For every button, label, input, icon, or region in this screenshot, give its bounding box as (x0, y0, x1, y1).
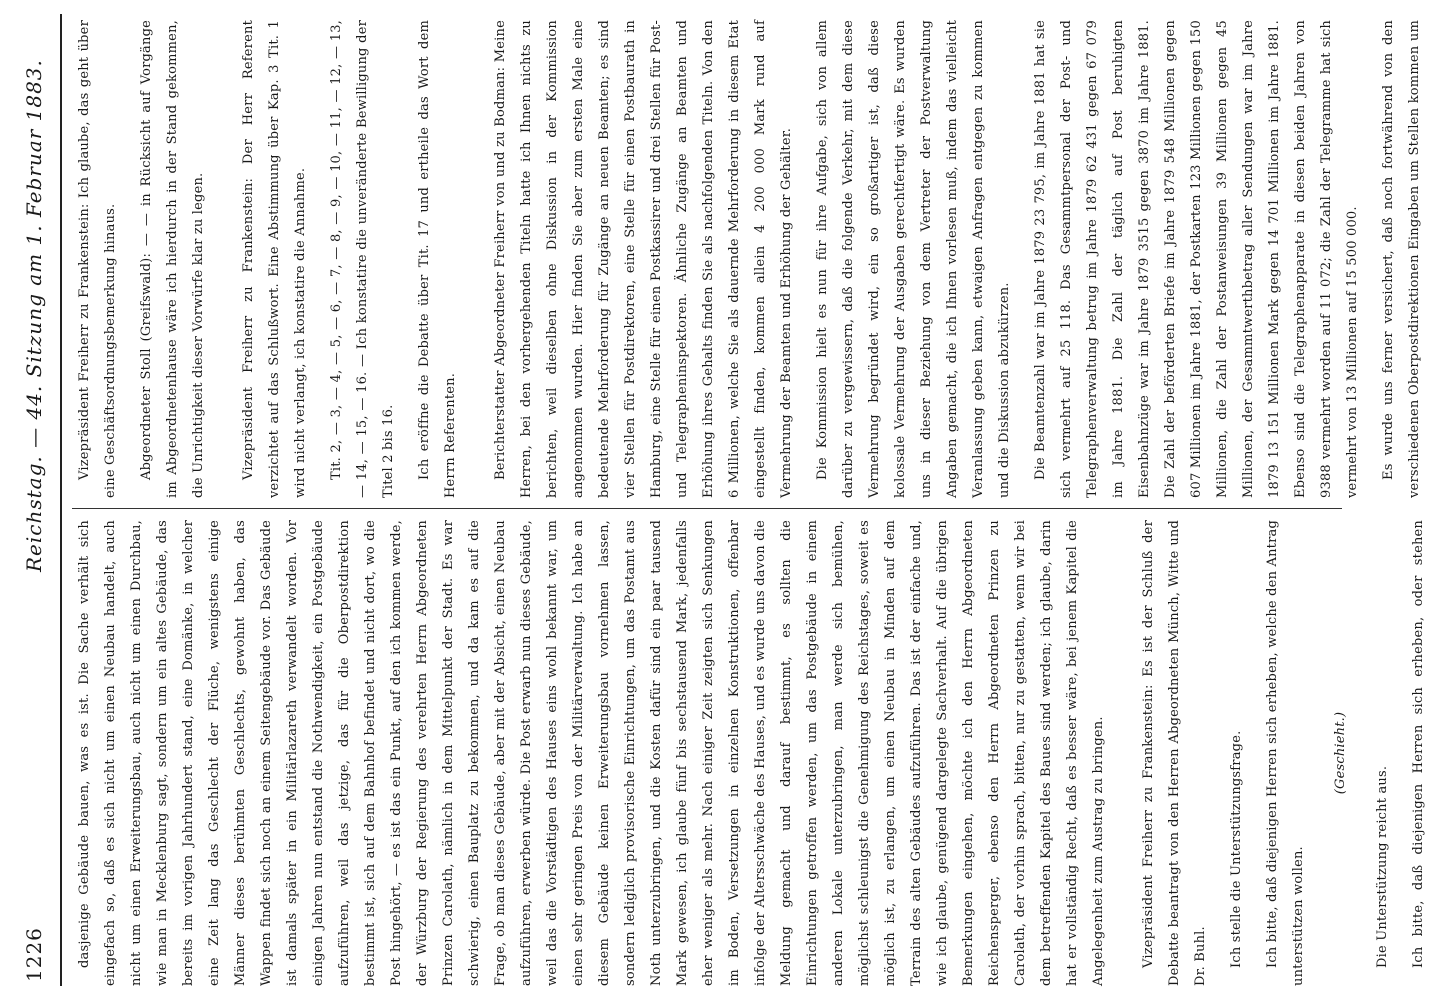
paragraph: Tit. 2, — 3, — 4, — 5, — 6, — 7, — 8, — 9, — 10, — 11, — 12, — 13, — 14, — 15, — 16. — Ich konstatire die unveränderte Bewilligung der Titel 2 bis 16. (329, 20, 396, 498)
paragraph: dasjenige Gebäude bauen, was es ist. Die Sache verhält sich eingefach so, daß es sich nicht um einen Neubau handelt, auch nicht um einen Erweiterungsbau, auch nicht um einen Durchbau, wie man in Mecklenburg sagt, sondern um ein altes Gebäude, das bereits im vorigen Jahrhundert stand, eine Domänke, in welcher eine Zeit lang das Geschlecht der Flüche, wenigstens einige Männer dieses berühmten Geschlechts, gewohnt haben, das Wappen findet sich noch an einem Seitengebäude vor. Das Gebäude ist damals später in ein Militärlazareth verwandelt worden. Vor einigen Jahren nun entstand die Nothwendigkeit, ein Postgebäude aufzuführen, weil das jetzige, das für die Oberpostdirektion bestimmt ist, sich auf dem Bahnhof befindet und nicht dort, wo die Post hingehört, — es ist das ein Punkt, auf den ich kommen werde, der Würzburg der Regierung des verehrten Herrn Abgeordneten Prinzen Carolath, nämlich in dem Mittelpunkt der Stadt. Es war schwierig, einen Bauplatz zu bekommen, und da kam es auf die Frage, ob man dieses Gebäude, aber mit der Absicht, einen Neubau aufzuführen, erwerben würde. Die Post erwarb nun dieses Gebäude, weil das die Vorstädtigen des Hauses eins wohl bekannt war, um einen sehr geringen Preis von der Militärverwaltung. Ich habe an diesem Gebäude keinen Erweiterungsbau vornehmen lassen, sondern lediglich provisorische Einrichtungen, um das Postamt aus Noth unterzubringen, und die Kosten dafür sind ein paar tausend Mark gewesen, ich glaube fünf bis sechstausend Mark, jedenfalls eher weniger als mehr. Nach einiger Zeit zeigten sich Senkungen im Boden, Versetzungen in einzelnen Konstruktionen, offenbar infolge der Altersschwäche des Hauses, und es wurde uns davon die Meldung gemacht und darauf bestimmt, es sollten die Einrichtungen getroffen werden, um das Postgebäude in einem anderen Lokale unterzubringen, man werde sich bemühen, möglichst schleunigst die Genehmigung des Reichstages, soweit es möglich ist, zu erlangen, um einen Neubau in Minden auf dem Terrain des alten Gebäudes aufzuführen. Das ist der einfache und, wie ich glaube, genügend dargelegte Sachverhalt. Auf die übrigen Bemerkungen eingehen, möchte ich den Herrn Abgeordneten Reichensperger, ebenso den Herrn Abgeordneten Prinzen zu Carolath, der vorhin sprach, bitten, nur zu gestatten, wenn wir bei dem betreffenden Kapitel des Baues sind werden; ich glaube, darin hat er vollständig Recht, daß es besser wäre, bei jenem Kapitel die Angelegenheit zum Austrag zu bringen. (77, 520, 1106, 986)
paragraph: Ich bitte, daß diejenigen Herren sich erheben, welche den Antrag unterstützen wollen. (1265, 520, 1306, 986)
page-header (8, 8, 68, 992)
right-column (72, 20, 1432, 498)
paragraph: Vizepräsident Freiherr zu Frankenstein: Es ist der Schluß der Debatte beantragt von den Herren Abgeordneten Münch, Witte und Dr. Buhl. (1141, 520, 1208, 986)
page-number: 1226 (22, 927, 46, 982)
paragraph: Ich bitte, daß diejenigen Herren sich erheben, oder stehen (1411, 520, 1426, 968)
running-title: Reichstag. — 44. Sitzung am 1. Februar 1883. (22, 59, 46, 572)
paragraph: Die Kommission hielt es nun für ihre Aufgabe, sich von allem darüber zu vergewissern, daß die folgende Verkehr, mit dem diese Vermehrung begründet wird, ein so großartiger ist, daß diese kolossale Vermehrung der Ausgaben gerechtfertigt wäre. Es wurden uns in dieser Beziehung von dem Vertreter der Postverwaltung Angaben gemacht, die ich Ihnen vorlesen muß, indem das vielleicht Veranlassung geben kann, etwaigen Anfragen entgegen zu kommen und die Diskussion abzukürzen. (815, 20, 1012, 498)
paragraph: Die Unterstützung reicht aus. (1375, 765, 1390, 968)
stage-direction: (Geschieht.) (1333, 711, 1348, 795)
paragraph: Ich stelle die Unterstützungsfrage. (1229, 730, 1244, 968)
digitization-credit (1410, 8, 1430, 992)
column-divider (72, 508, 1342, 509)
document-page (8, 8, 1426, 992)
paragraph: Es wurde uns ferner versichert, daß noch fortwährend von den verschiedenen Oberpostdirektionen Eingaben um Stellen kommen um (1381, 20, 1422, 498)
paragraph: Ich eröffne die Debatte über Tit. 17 und ertheile das Wort dem Herrn Referenten. (417, 20, 458, 498)
paragraph: Vizepräsident Freiherr zu Frankenstein: Der Herr Referent verzichtet auf das Schlußwort. Eine Abstimmung über Kap. 3 Tit. 1 wird nicht verlangt, ich konstatire die Annahme. (241, 20, 308, 498)
paragraph: Die Beamtenzahl war im Jahre 1879 23 795, im Jahre 1881 hat sie sich vermehrt auf 25 118. Das Gesammtpersonal der Post- und Telegraphenverwaltung betrug im Jahre 1879 62 431 gegen 67 079 im Jahre 1881. Die Zahl der täglich auf Post beruhigten Eisenbahnzüge war im Jahre 1879 3515 gegen 3870 im Jahre 1881. Die Zahl der beförderten Briefe im Jahre 1879 548 Millionen gegen 607 Millionen im Jahre 1881, der Postkarten 123 Millionen gegen 150 Millionen, die Zahl der Postanweisungen 39 Millionen gegen 45 Millionen, der Gesammtwerthbetrag aller Sendungen war im Jahre 1879 13 151 Millionen Mark gegen 14 701 Millionen im Jahre 1881. Ebenso sind die Telegraphenapparate in diesen beiden Jahren von 9388 vermehrt worden auf 11 072; die Zahl der Telegramme hat sich vermehrt von 13 Millionen auf 15 500 000. (1033, 20, 1360, 498)
paragraph: Berichterstatter Abgeordneter Freiherr von und zu Bodman: Meine Herren, bei den vorhergehenden Titeln hatte ich Ihnen nichts zu berichten, weil dieselben ohne Diskussion in der Kommission angenommen wurden. Hier finden Sie aber zum ersten Male eine bedeutende Mehrforderung für Zugänge an neuen Beamten; es sind vier Stellen für Postdirektoren, eine Stelle für einen Postbaurath in Hamburg, eine Stelle für einen Postkassirer und drei Stellen für Post- und Telegrapheninspektoren. Ähnliche Zugänge an Beamten und Erhöhung ihres Gehalts finden Sie als nachfolgenden Titeln. Von den 6 Millionen, welche Sie als dauernde Mehrforderung in diesem Etat eingestellt finden, kommen allein 4 200 000 Mark rund auf Vermehrung der Beamten und Erhöhung der Gehälter. (493, 20, 794, 498)
left-column (72, 520, 1432, 986)
paragraph: Abgeordneter Stoll (Greifswald): — — in Rücksicht auf Vorgänge im Abgeordnetenhause wäre ich hierdurch in der Stand gekommen, die Unrichtigkeit dieser Vorwürfe klar zu legen. (139, 20, 206, 498)
paragraph: Vizepräsident Freiherr zu Frankenstein: Ich glaube, das geht über eine Geschäftsordnungsbemerkung hinaus. (77, 20, 118, 498)
header-rule (60, 14, 62, 986)
